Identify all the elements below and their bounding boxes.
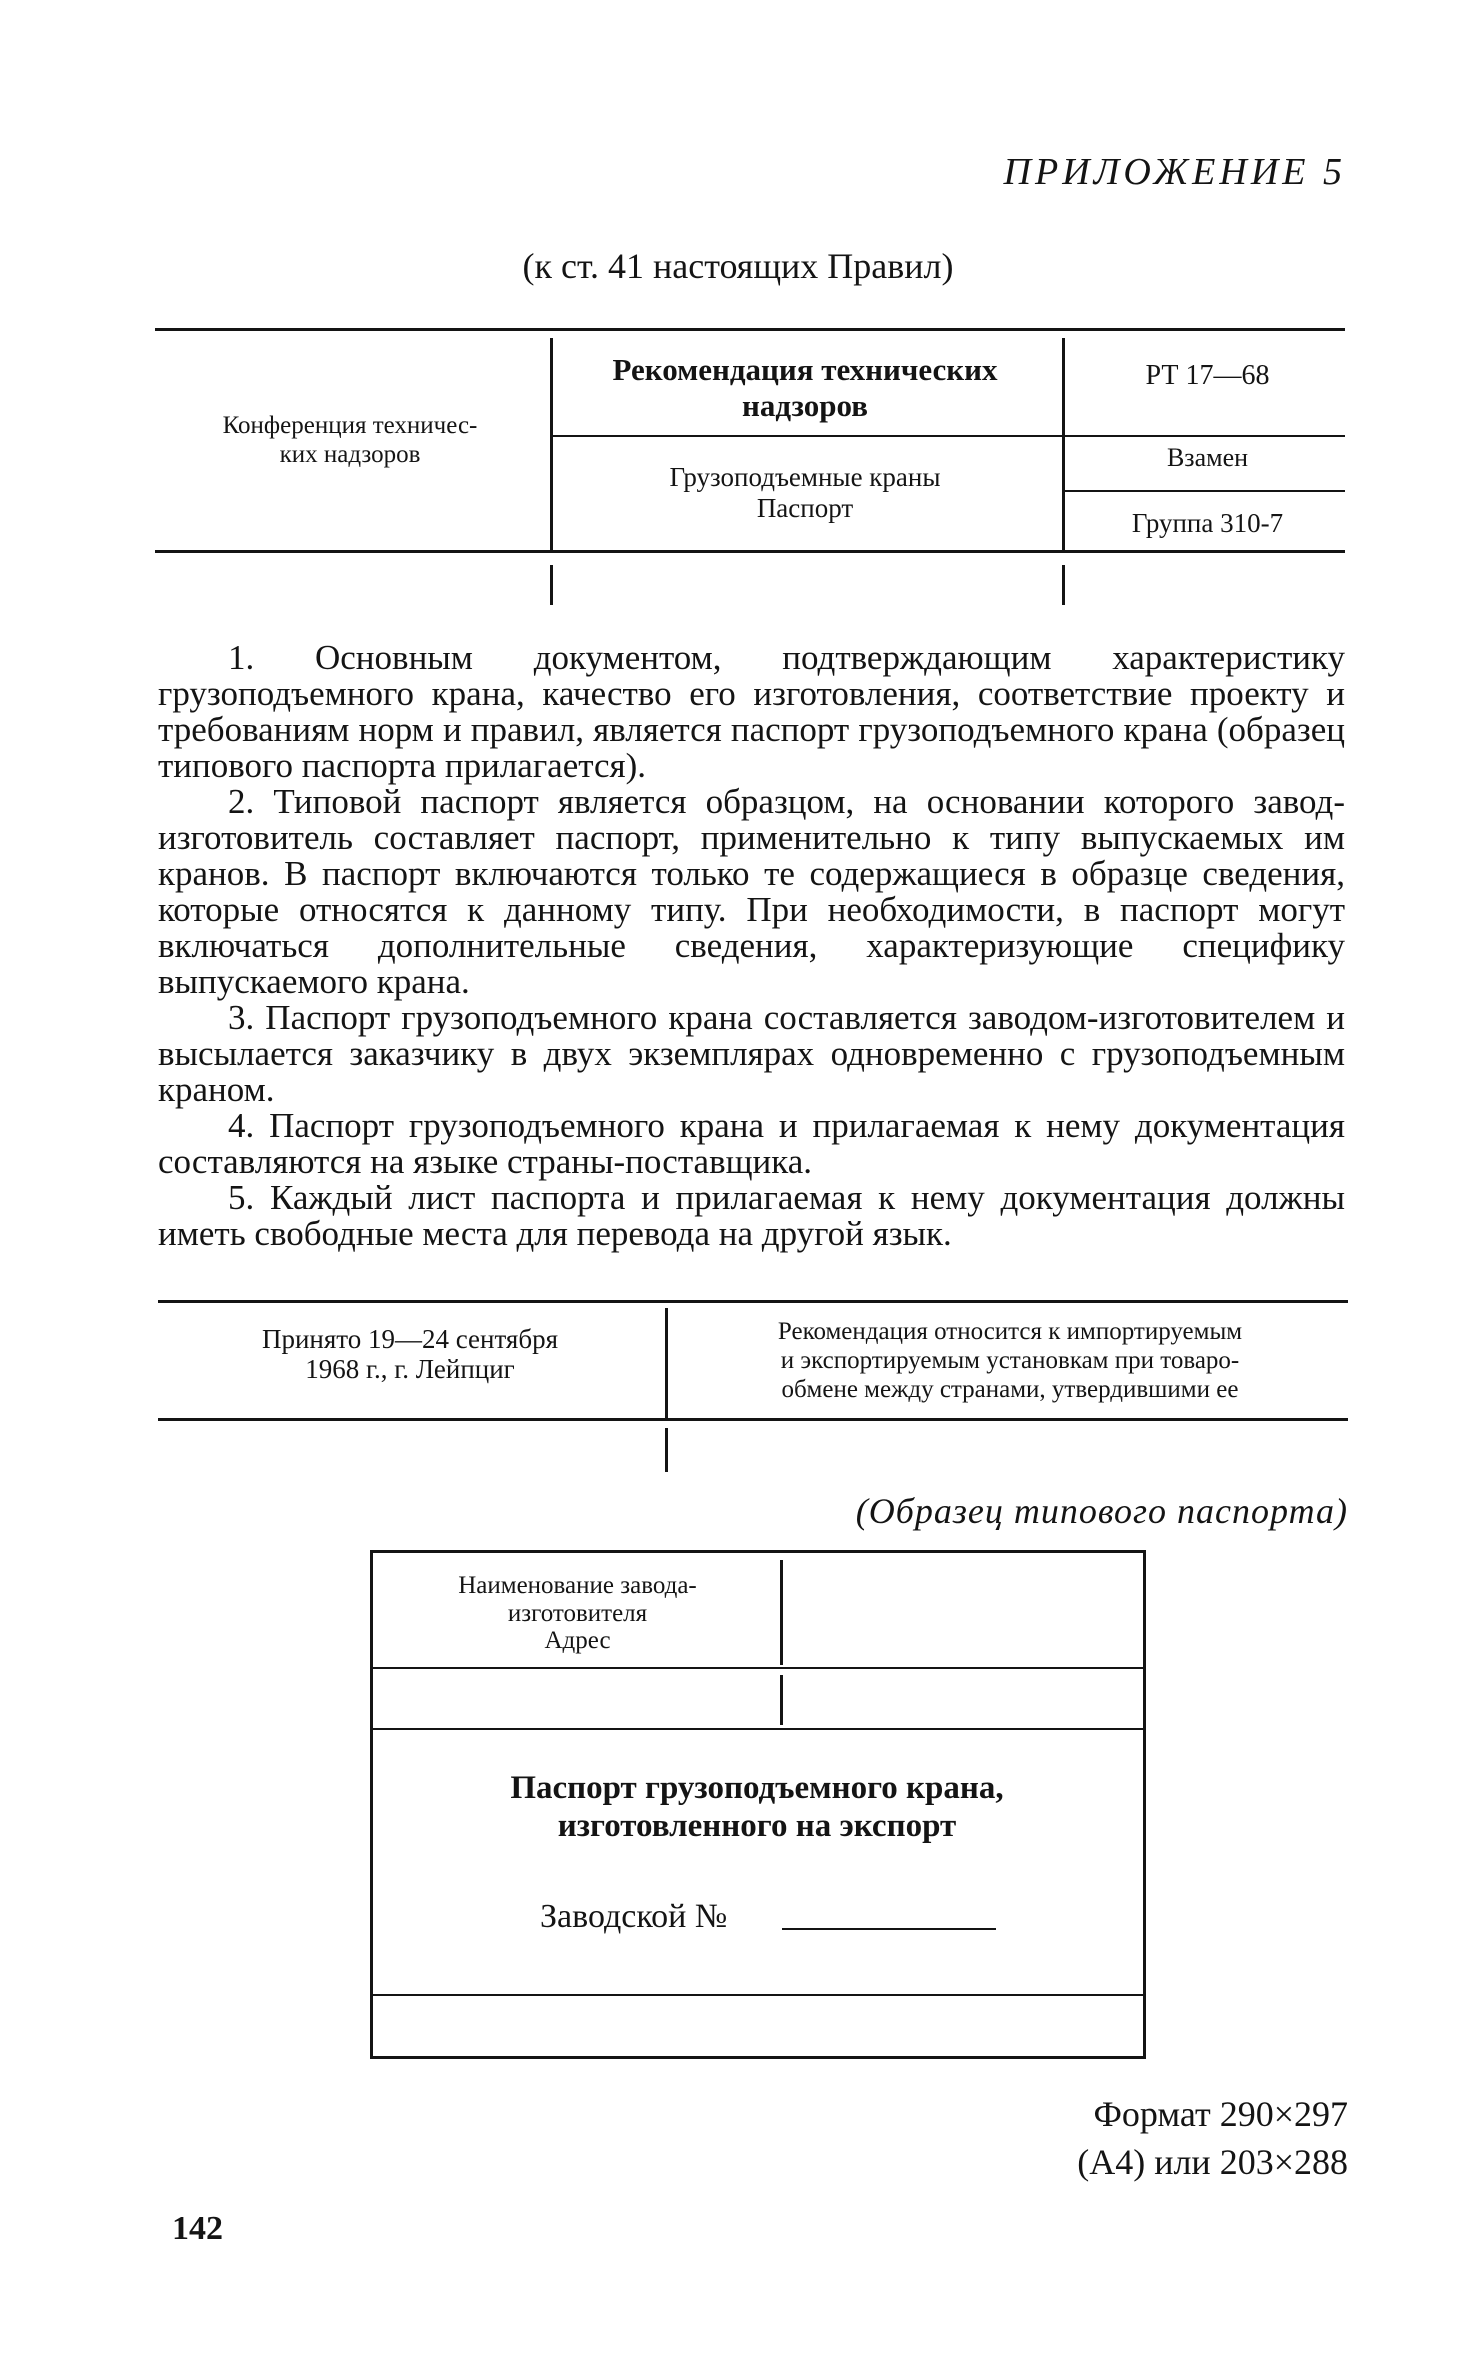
adoption-date-place: Принято 19—24 сентября 1968 г., г. Лейпциг bbox=[261, 1324, 559, 1384]
adoption-bottom-rule bbox=[158, 1418, 1348, 1421]
table-top-rule bbox=[155, 328, 1345, 331]
format-line: Формат 290×297 bbox=[1093, 2094, 1348, 2134]
page-number: 142 bbox=[172, 2210, 223, 2247]
table-inner-rule bbox=[553, 435, 1062, 437]
table-divider bbox=[550, 565, 553, 605]
adoption-top-rule bbox=[158, 1300, 1348, 1303]
form-rule bbox=[373, 1728, 1143, 1730]
factory-name-label: Наименование завода- изготовителя Адрес bbox=[458, 1572, 697, 1654]
recommendation-title: Рекомендация технических надзоров bbox=[612, 352, 998, 423]
paragraph: 3. Паспорт грузоподъемного крана составляется заводом-изготовителем и высылается заказчику в двух экземплярах одновременно с грузоподъемным краном. bbox=[158, 998, 1345, 1109]
form-bottom-rule bbox=[370, 2056, 1146, 2059]
table-inner-rule bbox=[1065, 490, 1345, 492]
table-bottom-rule bbox=[155, 550, 1345, 553]
adoption-divider bbox=[665, 1308, 668, 1418]
table-divider bbox=[550, 338, 553, 550]
form-rule bbox=[373, 1994, 1143, 1996]
format-line: (А4) или 203×288 bbox=[1077, 2142, 1348, 2182]
replaces-label: Взамен bbox=[1166, 443, 1249, 472]
paragraph: 4. Паспорт грузоподъемного крана и прилагаемая к нему документация составляются на языке страны-поставщика. bbox=[158, 1106, 1345, 1181]
sample-caption: (Образец типового паспорта) bbox=[855, 1491, 1348, 1531]
paragraph: 1. Основным документом, подтверждающим характеристику грузоподъемного крана, качество его изготовления, соответствие проекту и требованиям норм и правил, является паспорт грузоподъемного крана (образец типового паспорта прилагается). bbox=[158, 638, 1345, 785]
serial-number-label: Заводской № bbox=[540, 1898, 728, 1935]
group-code: Группа 310-7 bbox=[1131, 508, 1284, 538]
table-divider bbox=[1062, 565, 1065, 605]
rules-reference: (к ст. 41 настоящих Правил) bbox=[522, 246, 954, 286]
form-divider bbox=[780, 1675, 783, 1725]
appendix-heading: ПРИЛОЖЕНИЕ 5 bbox=[1003, 151, 1346, 193]
paper-format bbox=[1077, 2090, 1348, 2186]
recommendation-subject: Грузоподъемные краны Паспорт bbox=[669, 462, 941, 524]
form-divider bbox=[780, 1560, 783, 1665]
table-inner-rule bbox=[1065, 435, 1345, 437]
passport-title: Паспорт грузоподъемного крана, изготовленного на экспорт bbox=[510, 1770, 1004, 1844]
adoption-divider bbox=[665, 1428, 668, 1472]
conference-name: Конференция техничес- ких надзоров bbox=[222, 412, 478, 468]
adoption-scope: Рекомендация относится к импортируемым и экспортируемым установкам при товаро- обмене между странами, утвердившими ее bbox=[777, 1318, 1243, 1403]
body-text bbox=[158, 640, 1345, 1252]
paragraph: 2. Типовой паспорт является образцом, на основании которого завод-изготовитель составляет паспорт, применительно к типу выпускаемых им кранов. В паспорт включаются только те содержащиеся в образце сведения, которые относятся к данному типу. При необходимости, в паспорт могут включаться дополнительные сведения, характеризующие специфику выпускаемого крана. bbox=[158, 782, 1345, 1001]
table-divider bbox=[1062, 338, 1065, 550]
document-code: РТ 17—68 bbox=[1145, 360, 1270, 391]
paragraph: 5. Каждый лист паспорта и прилагаемая к нему документация должны иметь свободные места для перевода на другой язык. bbox=[158, 1178, 1345, 1253]
serial-number-blank bbox=[782, 1928, 996, 1930]
form-rule bbox=[373, 1667, 1143, 1669]
